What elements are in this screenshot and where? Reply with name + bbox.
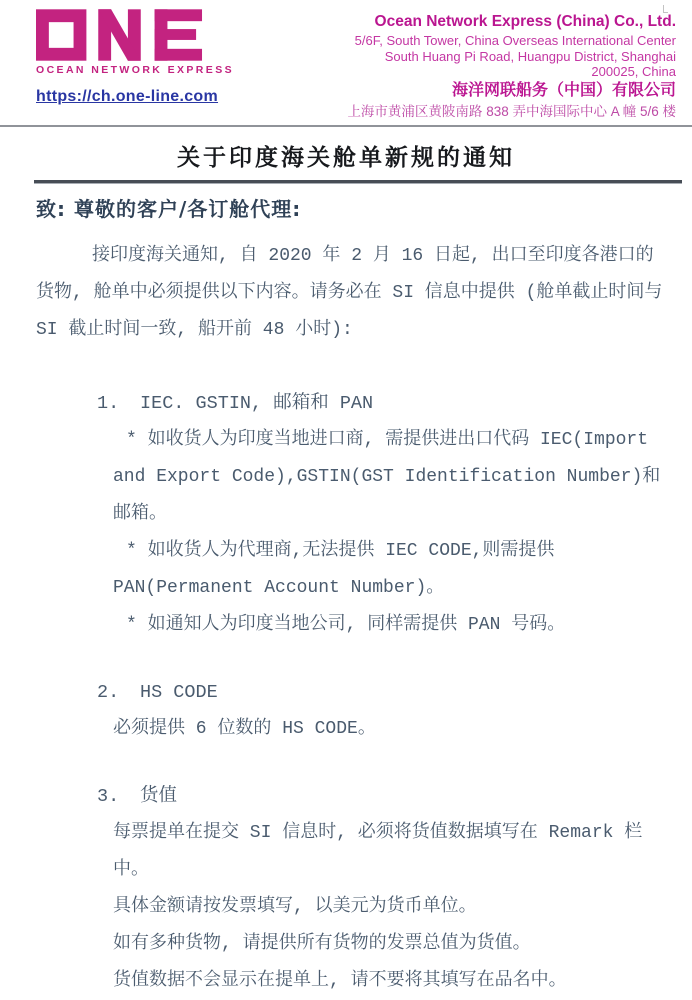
- list-item: * 如收货人为代理商,无法提供 IEC CODE,则需提供 PAN(Permanent Account Number)。: [113, 541, 555, 599]
- section-heading-label: 货值: [140, 786, 178, 808]
- company-info: [347, 9, 676, 120]
- company-name-en: Ocean Network Express (China) Co., Ltd.: [374, 13, 676, 30]
- company-address-line: 200025, China: [591, 63, 676, 79]
- company-name-cn: 海洋网联船务（中国）有限公司: [451, 82, 676, 100]
- intro-paragraph: 接印度海关通知, 自 2020 年 2 月 16 日起, 出口至印度各港口的货物, 舱单中必须提供以下内容。请务必在 SI 信息中提供 (舱单截止时间与 SI 截止时间一致, 船开前 48 小时):: [36, 246, 663, 341]
- page-title: 关于印度海关舱单新规的通知: [177, 145, 515, 171]
- title-divider: [34, 180, 682, 184]
- list-item: 具体金额请按发票填写, 以美元为货币单位。: [113, 897, 477, 918]
- section-heading-label: IEC. GSTIN, 邮箱和 PAN: [140, 393, 374, 415]
- section-number: 2.: [97, 682, 120, 704]
- section-heading-label: HS CODE: [140, 682, 218, 704]
- logo-tagline: OCEAN NETWORK EXPRESS: [36, 64, 234, 76]
- section-iec-gstin: [0, 385, 692, 644]
- list-item: 如有多种货物, 请提供所有货物的发票总值为货值。: [113, 934, 531, 955]
- company-address-line: 5/6F, South Tower, China Overseas International Center: [354, 33, 676, 49]
- salutation: 致: 尊敬的客户/各订舱代理:: [36, 197, 302, 222]
- one-logo-icon: [36, 9, 204, 61]
- list-item: * 如收货人为印度当地进口商, 需提供进出口代码 IEC(Import and Export Code),GSTIN(GST Identification Number)和邮箱。: [113, 430, 661, 525]
- header-divider: [0, 125, 692, 127]
- list-item: 货值数据不会显示在提单上, 请不要将其填写在品名中。: [113, 971, 567, 992]
- section-heading: [97, 778, 692, 815]
- one-logo-block: [36, 9, 234, 120]
- list-item: * 如通知人为印度当地公司, 同样需提供 PAN 号码。: [126, 615, 566, 636]
- corner-mark-icon: [663, 5, 668, 13]
- company-address-line: South Huang Pi Road, Huangpu District, Shanghai: [384, 48, 676, 64]
- header: [0, 0, 692, 120]
- section-heading: [97, 385, 692, 422]
- company-address-cn: 上海市黄浦区黄陂南路 838 弄中海国际中心 A 幢 5/6 楼: [347, 104, 676, 120]
- list-item: 必须提供 6 位数的 HS CODE。: [113, 719, 376, 740]
- section-heading: [97, 674, 692, 711]
- section-number: 1.: [97, 393, 120, 415]
- website-link[interactable]: https://ch.one-line.com: [36, 88, 219, 105]
- list-item: 每票提单在提交 SI 信息时, 必须将货值数据填写在 Remark 栏中。: [113, 823, 643, 881]
- section-hs-code: [0, 674, 692, 748]
- section-cargo-value: [0, 778, 692, 1000]
- section-number: 3.: [97, 786, 120, 808]
